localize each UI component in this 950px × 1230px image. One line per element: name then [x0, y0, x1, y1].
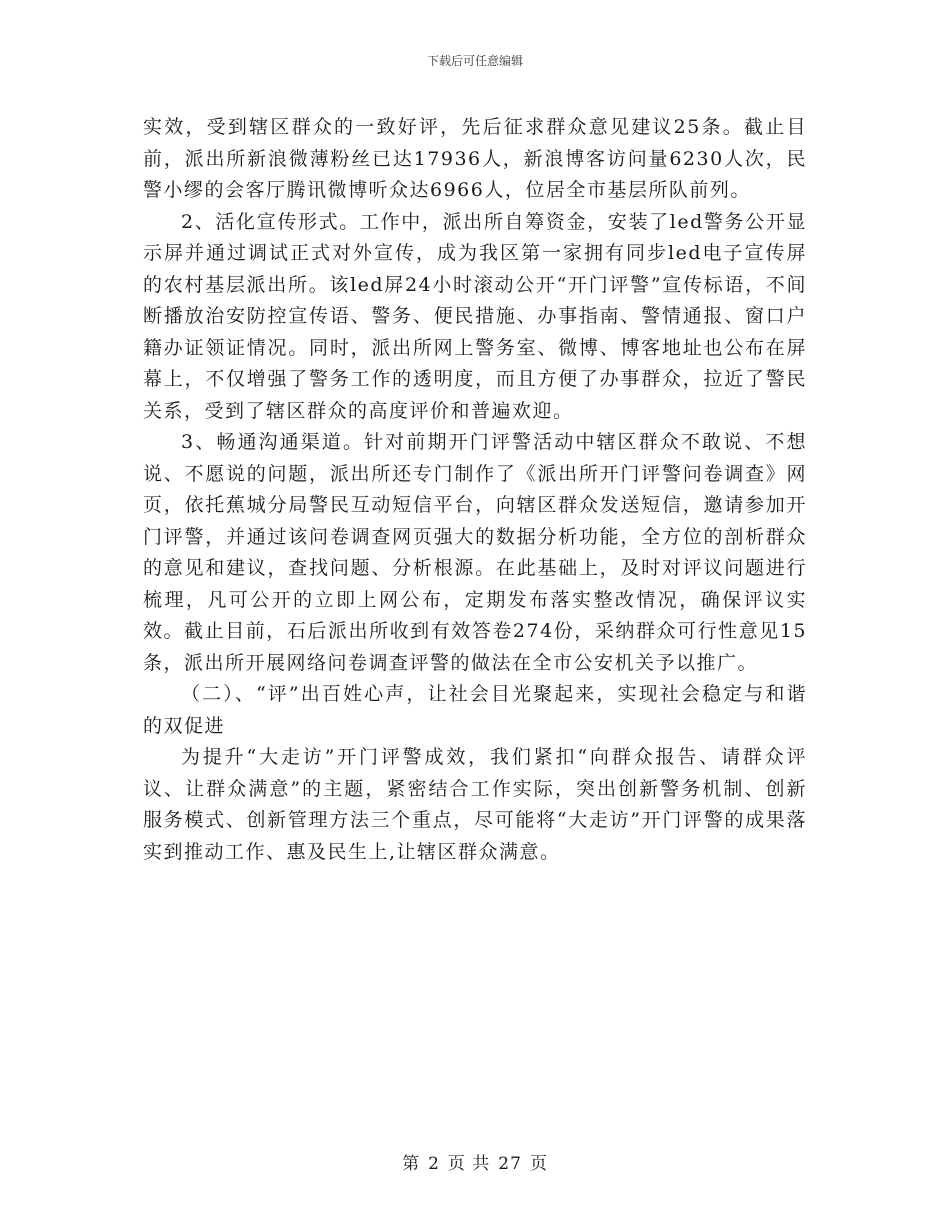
page-number-suffix: 页 [529, 1154, 548, 1174]
paragraph-publicity-form: 2、活化宣传形式。工作中，派出所自筹资金，安装了led警务公开显示屏并通过调试正式对外宣传，成为我区第一家拥有同步led电子宣传屏的农村基层派出所。该led屏24小时滚动公开“开门评警”宣传标语，不间断播放治安防控宣传语、警务、便民措施、办事指南、警情通报、窗口户籍办证领证情况。同时，派出所网上警务室、微博、博客地址也公布在屏幕上，不仅增强了警务工作的透明度，而且方便了办事群众，拉近了警民关系，受到了辖区群众的高度评价和普遍欢迎。 [143, 210, 807, 422]
section-subheading: （二）、“评”出百姓心声，让社会目光聚起来，实现社会稳定与和谐的双促进 [143, 683, 807, 737]
paragraph-visit-effect: 为提升“大走访”开门评警成效，我们紧扣“向群众报告、请群众评议、让群众满意”的主题，紧密结合工作实际，突出创新警务机制、创新服务模式、创新管理方法三个重点，尽可能将“大走访”开门评警的成果落实到推动工作、惠及民生上,让辖区群众满意。 [143, 746, 807, 863]
page-number-current: 2 [428, 1154, 440, 1174]
document-body [143, 112, 807, 868]
page-header-note: 下载后可任意编辑 [426, 54, 523, 68]
page-number-mid: 页 共 [447, 1154, 491, 1174]
paragraph-communication-channel: 3、畅通沟通渠道。针对前期开门评警活动中辖区群众不敢说、不想说、不愿说的问题，派出所还专门制作了《派出所开门评警问卷调查》网页，依托蕉城分局警民互动短信平台，向辖区群众发送短信，邀请参加开门评警，并通过该问卷调查网页强大的数据分析功能，全方位的剖析群众的意见和建议，查找问题、分析根源。在此基础上，及时对评议问题进行梳理，凡可公开的立即上网公布，定期发布落实整改情况，确保评议实效。截止目前，石后派出所收到有效答卷274份，采纳群众可行性意见15条，派出所开展网络问卷调查评警的做法在全市公安机关予以推广。 [143, 431, 807, 674]
paragraph-continuation: 实效，受到辖区群众的一致好评，先后征求群众意见建议25条。截止目前，派出所新浪微薄粉丝已达17936人，新浪博客访问量6230人次，民警小缪的会客厅腾讯微博听众达6966人，位居全市基层所队前列。 [143, 116, 807, 201]
page-number [0, 1153, 950, 1175]
page-number-prefix: 第 [402, 1154, 421, 1174]
page-number-total: 27 [498, 1154, 522, 1174]
